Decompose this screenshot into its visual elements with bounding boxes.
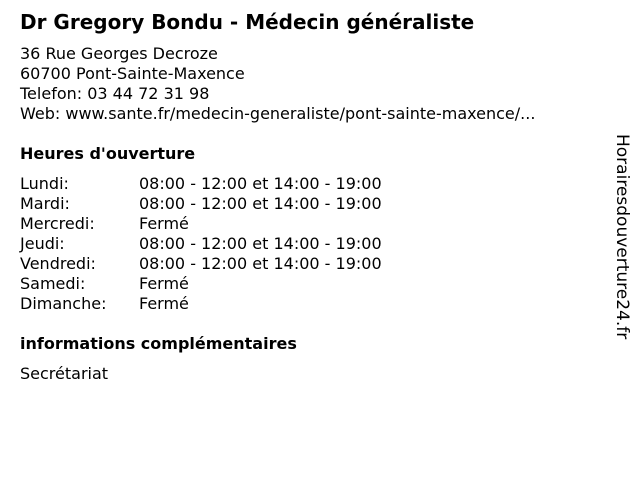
address-phone: Telefon: 03 44 72 31 98 bbox=[20, 84, 210, 103]
day-label: Mardi: bbox=[20, 194, 70, 213]
address-street: 36 Rue Georges Decroze bbox=[20, 44, 218, 63]
day-hours: Fermé bbox=[139, 214, 189, 233]
address-city: 60700 Pont-Sainte-Maxence bbox=[20, 64, 245, 83]
day-hours: Fermé bbox=[139, 294, 189, 313]
day-label: Lundi: bbox=[20, 174, 69, 193]
day-hours: Fermé bbox=[139, 274, 189, 293]
day-hours: 08:00 - 12:00 et 14:00 - 19:00 bbox=[139, 194, 382, 213]
day-label: Mercredi: bbox=[20, 214, 95, 233]
day-label: Jeudi: bbox=[20, 234, 65, 253]
additional-info-text: Secrétariat bbox=[20, 364, 109, 383]
opening-hours-heading: Heures d'ouverture bbox=[20, 144, 196, 163]
day-hours: 08:00 - 12:00 et 14:00 - 19:00 bbox=[139, 174, 382, 193]
page-title: Dr Gregory Bondu - Médecin généraliste bbox=[20, 10, 475, 34]
day-label: Samedi: bbox=[20, 274, 86, 293]
site-watermark: Horairesdouverture24.fr bbox=[612, 134, 632, 340]
day-label: Dimanche: bbox=[20, 294, 107, 313]
additional-info-heading: informations complémentaires bbox=[20, 334, 297, 353]
day-label: Vendredi: bbox=[20, 254, 96, 273]
day-hours: 08:00 - 12:00 et 14:00 - 19:00 bbox=[139, 254, 382, 273]
address-block bbox=[20, 44, 535, 124]
address-web: Web: www.sante.fr/medecin-generaliste/pont-sainte-maxence/... bbox=[20, 104, 536, 123]
day-hours: 08:00 - 12:00 et 14:00 - 19:00 bbox=[139, 234, 382, 253]
